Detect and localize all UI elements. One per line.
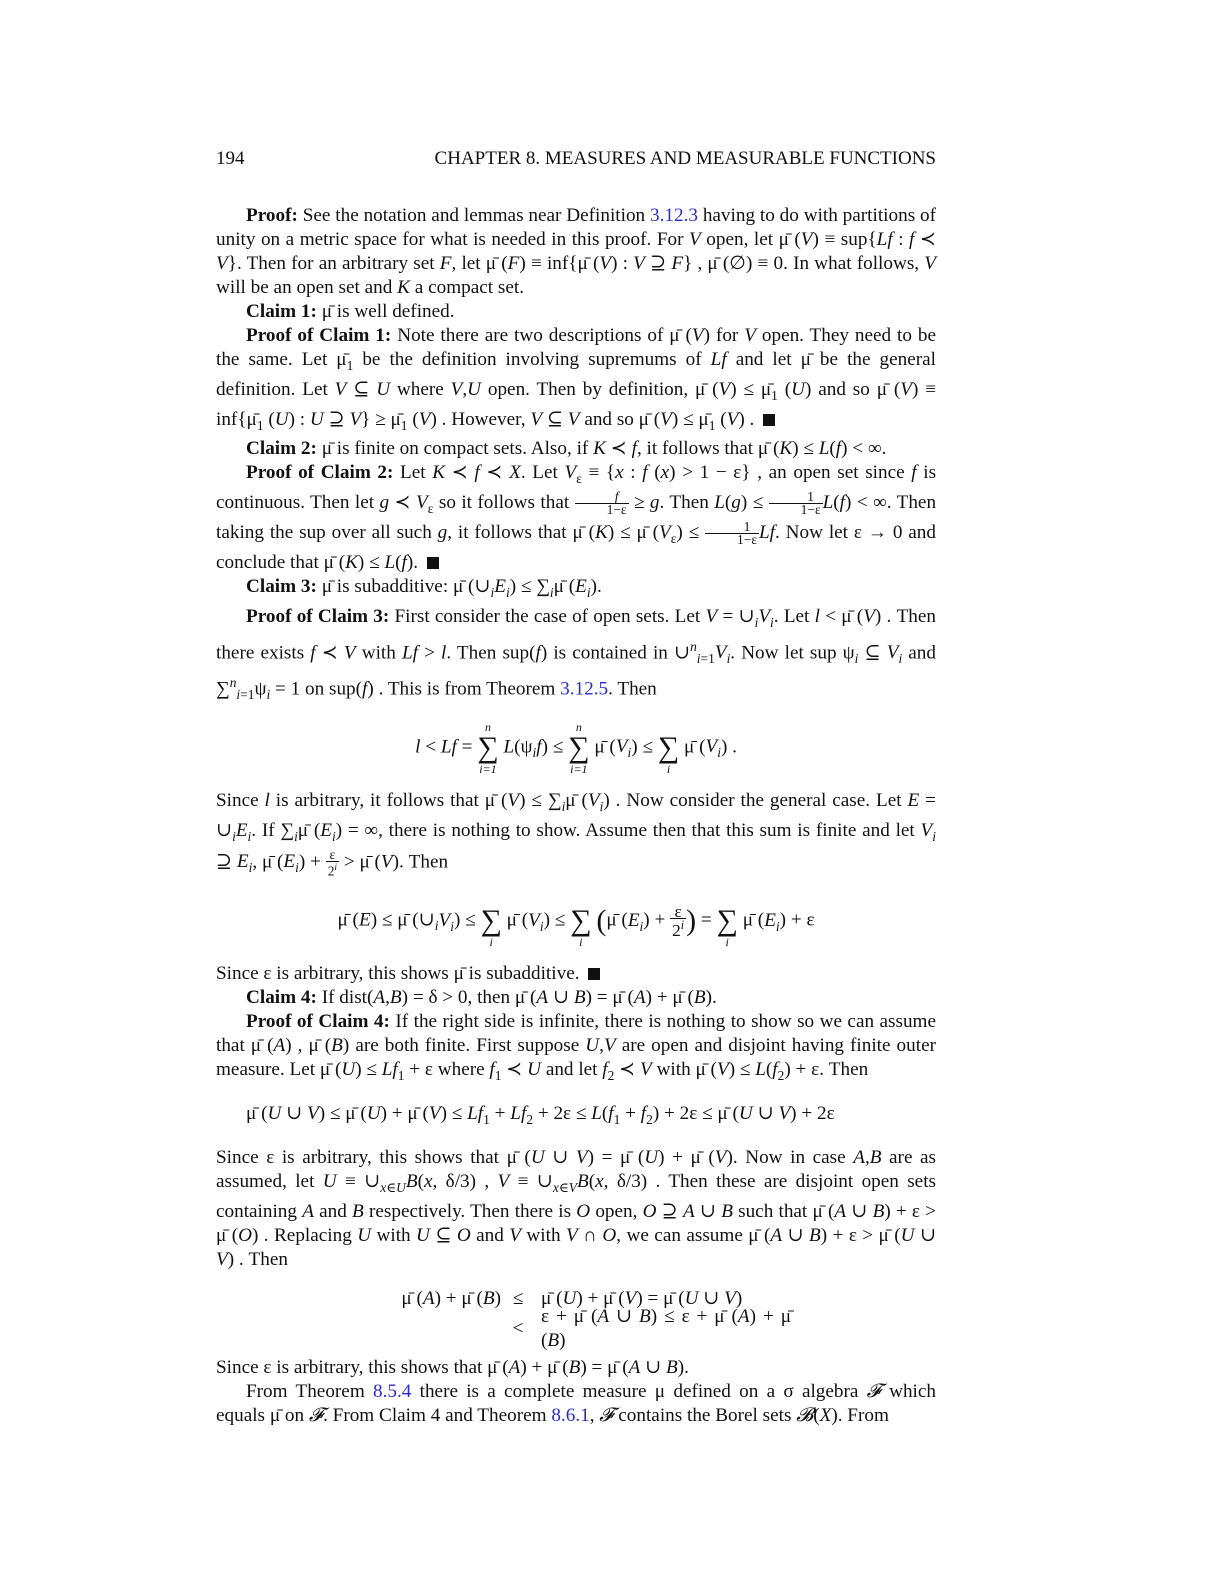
paragraph-proof-claim2: Proof of Claim 2: Let K ≺ f ≺ X. Let $V_\varepsilon \equiv \{x$ : f (x) > 1 − ε} , an open set since f is continuous. Then let g ≺ $V_\varepsilon$ so it follows that $\frac{f}{1-\varepsilon}$ ≥ g. Then L(g) ≤ $\frac{1}{1-\varepsilon}$ L(f) < ∞. Then taking the sup over all such g, it follows that μ̄ (K) ≤ μ̄ $(V_\varepsilon)$ ≤ $\frac{1}{1-\varepsilon}$ Lf. Now let ε → 0 and conclude that μ̄ (K) ≤ L(f). (216, 462, 937, 573)
claim1-label: Claim 1: (246, 301, 317, 322)
paragraph-claim3: Claim 3: μ̄ is subadditive: μ̄ $(\cup_iE_i)$ ≤ $\sum_i\mū$ $(E_i)$. (246, 575, 602, 600)
ref-theorem[interactable]: 8.6.1 (551, 1404, 590, 1426)
display-equation: l < Lf = n ∑ i=1 $L(\psi_if)$ ≤ n ∑ i=1 μ̄ $(V_i)$ ≤ ∑ i μ̄ $(V_i)$ . (415, 720, 737, 777)
main-text (216, 204, 936, 1428)
claim3-label: Claim 3: (246, 575, 317, 597)
claim2-label: Claim 2: (246, 438, 317, 460)
proof-claim2-label: Proof of Claim 2: (246, 462, 394, 484)
equation-row: < ε + μ̄ (A ∪ B) ≤ ε + μ̄ (A) + μ̄ (B) (512, 1305, 792, 1351)
paragraph-claim1: Claim 1: μ̄ is well defined. (246, 301, 455, 322)
paragraph-subadditive: Since ε is arbitrary, this shows μ̄ is subadditive. (216, 962, 936, 986)
display-equation: μ̄ (E) ≤ μ̄ $(\cup_iV_i)$ ≤ ∑ i μ̄ $(V_i)$ ≤ ∑ i (μ̄ $(E_i)$ + $\frac{\varepsilon}{2^i}$ ) = ∑ i μ̄ $(E_i) + \varepsilon$ (337, 901, 815, 950)
equation-row: μ̄ (A) + μ̄ (B) ≤ μ̄ (U) + μ̄ (V) = μ̄ (U ∪ V) (401, 1287, 743, 1309)
qed-icon (427, 557, 439, 569)
proof-claim1-label: Proof of Claim 1: (246, 325, 392, 346)
page-number: 194 (216, 148, 245, 169)
paragraph-general-case: Since l is arbitrary, it follows that μ̄ $(V) \le \sum_i\mū$ $(V_i)$ . Now consider the general case. Let $E = \cup_iE_i$. If $\sum_i\mū$ $(E_i)$ = ∞, there is nothing to show. Assume then that this sum is finite and let $V_i$ ⊇ $E_i$, μ̄ $(E_i)$ + $\frac{\varepsilon}{2^i}$ > μ̄ (V). Then (216, 790, 936, 879)
qed-icon (588, 968, 600, 980)
paragraph-proof-claim1: Proof of Claim 1: Note there are two descriptions of μ̄ (V) for V open. They need to be the same. Let $\mū_1$ be the definition involving supremums of Lf and let μ̄ be the general definition. Let V ⊆ U where V,U open. Then by definition, μ̄ $(V) \le \mū_1$ (U) and so μ̄ $(V) \equiv inf\{\mū_1$ (U) : U ⊇ $V\} \ge \mū_1$ (V) . However, V ⊆ V and so μ̄ $(V) \le \mū_1$ (V) . (216, 325, 937, 433)
ref-definition[interactable]: 3.12.3 (650, 205, 698, 226)
paragraph-proof-claim4: Proof of Claim 4: If the right side is infinite, there is nothing to show so we can assume that μ̄ (A) , μ̄ (B) are both finite. First suppose U,V are open and disjoint having finite outer measure. Let μ̄ $(U) \le Lf_1 + \varepsilon$ where $f_1$ ≺ U and let $f_2$ ≺ V with μ̄ $(V) \le L(f_2) + \varepsilon$. Then (216, 1011, 936, 1084)
paragraph-disjoint: Since ε is arbitrary, this shows that μ̄ (U ∪ V) = μ̄ (U) + μ̄ (V). Now in case A,B are as assumed, let $U \equiv \cup_{x\in U}B(x$, δ/3) , $V \equiv \cup_{x\in V}B(x$, δ/3) . Then these are disjoint open sets containing A and B respectively. Then there is O open, O ⊇ A ∪ B such that μ̄ (A ∪ B) + ε > μ̄ (O) . Replacing U with U ⊆ O and V with V ∩ O, we can assume μ̄ (A ∪ B) + ε > μ̄ (U ∪ V) . Then (216, 1146, 937, 1270)
paragraph-proof: Proof: See the notation and lemmas near Definition 3.12.3 having to do with partitions of unity on a metric space for what is needed in this proof. For V open, let μ̄ (V) ≡ sup{Lf : f ≺ V}. Then for an arbitrary set F, let μ̄ (F) ≡ inf{μ̄ (V) : V ⊇ F} , μ̄ (∅) ≡ 0. In what follows, V will be an open set and K a compact set. (216, 205, 937, 298)
chapter-title: CHAPTER 8. MEASURES AND MEASURABLE FUNCTIONS (434, 148, 936, 169)
paragraph-additive: Since ε is arbitrary, this shows that μ̄ (A) + μ̄ (B) = μ̄ (A ∪ B). (216, 1356, 689, 1378)
claim4-label: Claim 4: (246, 987, 317, 1009)
qed-icon (763, 414, 775, 426)
page (216, 148, 936, 1428)
running-header (216, 148, 936, 178)
paragraph-claim4: Claim 4: If dist(A,B) = δ > 0, then μ̄ (A ∪ B) = μ̄ (A) + μ̄ (B). (246, 987, 717, 1009)
equation-array (361, 1284, 792, 1351)
paragraph-claim2: Claim 2: μ̄ is finite on compact sets. Also, if K ≺ f, it follows that μ̄ (K) ≤ L(f) < ∞. (246, 438, 887, 460)
ref-theorem[interactable]: 8.5.4 (373, 1380, 412, 1402)
paragraph-conclusion: From Theorem 8.5.4 there is a complete measure μ defined on a σ algebra 𝓕 which equals μ̄ on 𝓕. From Claim 4 and Theorem 8.6.1, 𝓕 contains the Borel sets 𝓑(X). From (216, 1380, 936, 1426)
ref-theorem[interactable]: 3.12.5 (560, 678, 609, 700)
paragraph-proof-claim3: Proof of Claim 3: First consider the case of open sets. Let $V = \cup_iV_i$. Let l < μ̄ (V) . Then there exists f ≺ V with Lf > l. Then sup(f) is contained in $\cup^n_{i=1}V_i$. Now let sup $\psi_i$ ⊆ $V_i$ and $\sum^n_{i=1}\psi_i = 1$ on sup(f) . This is from Theorem 3.12.5. Then (216, 605, 937, 703)
proof-label: Proof: (246, 205, 298, 226)
display-equation: μ̄ (U ∪ V) ≤ μ̄ (U) + μ̄ $(V) \le Lf_1 + Lf_2 + 2\varepsilon \le L(f_1 + f_2) + 2\varepsilon$ ≤ μ̄ (U ∪ V) + 2ε (246, 1103, 835, 1127)
proof-claim4-label: Proof of Claim 4: (246, 1011, 390, 1033)
proof-claim3-label: Proof of Claim 3: (246, 605, 390, 627)
